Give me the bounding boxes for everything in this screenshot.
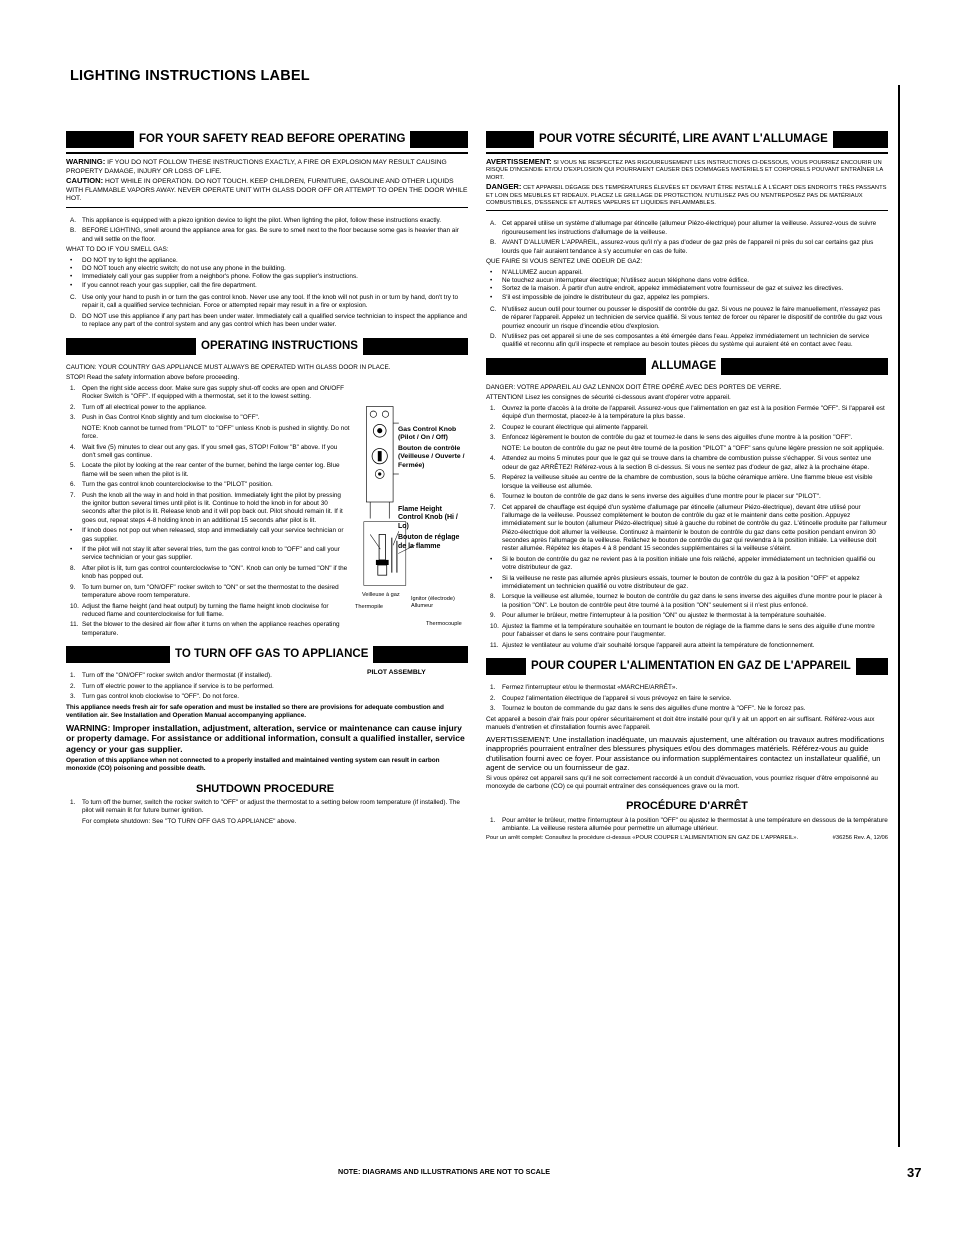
co-note-fr: Si vous opérez cet appareil sans qu'il ne soit correctement raccordé à un conduit d'évacuation, vous pourriez risquer d'être empoisonné au monoxyde de carbone (CO) ce qui pourrait entraîner des conséquences grave ou la mort. xyxy=(486,774,878,790)
thermopile-label: Thermopile xyxy=(355,604,383,610)
securite-list-2 xyxy=(486,306,888,350)
list-item: B. AVANT D'ALLUMER L'APPAREIL, assurez-vous qu'il n'y a pas d'odeur de gaz près de l'appareil ni près du sol car certains gaz plus lourds que l'air auraient tendance à s'y accumuler en cas de fuite. xyxy=(490,239,874,255)
arret-item: 1. Pour arrêter le brûleur, mettre l'interrupteur à la position "OFF" ou ajustez le thermostat à une température en dessous de la température ambiante. La veilleuse restera allumée pour permettre un allumage ultérieur. xyxy=(490,816,888,832)
list-item: 3. Turn gas control knob clockwise to "OFF". Do not force. xyxy=(70,693,240,701)
list-item: 2. Turn off all electrical power to the appliance. xyxy=(70,403,207,411)
operating-header-bar xyxy=(66,338,468,355)
securite-heading: POUR VOTRE SÉCURITÉ, LIRE AVANT L'ALLUMAGE xyxy=(534,131,833,148)
danger-block: DANGER: CET APPAREIL DÉGAGE DES TEMPÉRATURES ÉLEVÉES ET DEVRAIT ÊTRE INSTALLÉ À L'ÉCART DES ENDROITS TRÈS PASSANTS ET LOIN DES MEUBLES ET RIDEAUX. PLACEZ LE GRILLAGE DE PROTECTION. N'UTILISEZ PAS OU N'ENTREPOSEZ PAS DE MATÉRIAUX COMBUSTIBLES, D'ESSENCE ET AUTRES VAPEURS ET LIQUIDES INFLAMMABLES. xyxy=(486,182,887,207)
list-item: B. BEFORE LIGHTING, smell around the appliance area for gas. Be sure to smell next to the floor because some gas is heavier than air and will settle on the floor. xyxy=(70,227,459,243)
list-item: 7. Cet appareil de chauffage est équipé d'un système d'allumage par étincelle (allumeur Piézo-électrique), devant être utilisé pour l'allumage de la veilleuse. Poussez complètement le bouton de contrôle du gaz et le maintenir dans cette position. Appuyez immédiatement sur le bouton (allumeur Piézo-électrique) situé à gauche du robinet de contrôle du gaz. L'étincelle produite par l'allumeur Piézo-électrique doit allumer la veilleuse. Continuez à maintenir le bouton de contrôle du gaz dans cette position pendant environ 30 secondes après l'allumage de la veilleuse. Relâchez le bouton de contrôle du gaz qui reviendra à la position initiale. La veilleuse doit rester allumée. Répétez les étapes 4 à 8 pendant 15 secondes supplémentaires si la veilleuse s'éteint. xyxy=(490,503,888,553)
list-item: 3. Enfoncez légèrement le bouton de contrôle du gaz et tournez-le dans le sens des aiguilles d'une montre à la position "OFF". xyxy=(490,434,853,442)
list-item: 1. Turn off the "ON/OFF" rocker switch and/or thermostat (if installed). xyxy=(70,672,272,680)
pilot-assembly-label: PILOT ASSEMBLY xyxy=(367,669,426,676)
securite-list xyxy=(486,220,888,256)
list-item: NOTE: Knob cannot be turned from "PILOT" to "OFF" unless Knob is pushed in slightly. Do not force. xyxy=(82,424,350,440)
flame-height-knob-label: Flame Height Control Knob (Hi / Lo) xyxy=(398,506,458,530)
allumage-header-bar xyxy=(486,358,888,375)
list-item: A. Cet appareil utilise un système d'allumage par étincelle (allumeur Piézo-électrique) pour allumer la veilleuse. Assurez-vous de suivre rigoureusement les instructions d'allumage de la veilleuse. xyxy=(490,220,877,236)
list-item: 1. Fermez l'interrupteur et/ou le thermostat «MARCHE/ARRÊT». xyxy=(490,684,678,692)
list-item: 9. Pour allumer le brûleur, mettre l'interrupteur à la position "ON" ou ajustez le thermostat à la température souhaitée. xyxy=(490,612,827,620)
list-item: • If knob does not pop out when released, stop and immediately call your service technician or gas supplier. xyxy=(70,527,344,543)
list-item: 3. Push in Gas Control Knob slightly and turn clockwise to "OFF". xyxy=(70,414,260,422)
list-item: • Sortez de la maison. À partir d'un autre endroit, appelez immédiatement votre fournisseur de gaz et suivez les directives. xyxy=(490,285,844,293)
turnoff-heading: TO TURN OFF GAS TO APPLIANCE xyxy=(170,646,373,663)
arret-heading: PROCÉDURE D'ARRÊT xyxy=(626,800,748,813)
smell-heading: WHAT TO DO IF YOU SMELL GAS: xyxy=(66,246,169,254)
warning-block: WARNING: IF YOU DO NOT FOLLOW THESE INSTRUCTIONS EXACTLY, A FIRE OR EXPLOSION MAY RESULT CAUSING PROPERTY DAMAGE, INJURY OR LOSS OF LIFE. xyxy=(66,157,447,175)
french-column xyxy=(486,131,888,845)
list-item: C. Use only your hand to push in or turn the gas control knob. Never use any tool. If the knob will not push in or turn by hand, don't try to repair it, call a qualified service technician. Force or attempted repair may result in a fire or explosion. xyxy=(70,294,458,310)
safety-heading: FOR YOUR SAFETY READ BEFORE OPERATING xyxy=(134,131,410,148)
list-item: 7. Push the knob all the way in and hold in that position. Immediately light the pilot by pressing the ignitor button several times until pilot is lit. Continue to hold the knob in for about 30 seconds after the pilot is lit. Release knob and it will pop back out. Pilot should remain lit. If it goes out, repeat steps 4-8 holding knob in an additional 15 seconds after pilot is lit. xyxy=(70,491,343,524)
list-item: 4. Attendez au moins 5 minutes pour que le gaz qui se trouve dans la chambre de combustion puisse s'échapper. Si vous sentez une odeur de gaz ARRÊTEZ! Référez-vous à la section B ci-dessus. Si vous ne sentez pas d'odeur de gaz, allez à la prochaine étape. xyxy=(490,455,872,471)
list-item: • N'ALLUMEZ aucun appareil. xyxy=(490,268,583,276)
list-item: • Si la veilleuse ne reste pas allumée après plusieurs essais, tourner le bouton de contrôle du gaz à la position "OFF" et appelez immédiatement un technicien qualifié ou votre distributeur de gaz. xyxy=(490,574,860,590)
operating-list xyxy=(66,385,350,638)
list-item: D. DO NOT use this appliance if any part has been under water. Immediately call a qualified service technician to inspect the appliance and to replace any part of the control system and any gas control which has been under water. xyxy=(70,312,467,329)
complete-shutdown: For complete shutdown: See "TO TURN OFF GAS TO APPLIANCE" above. xyxy=(82,817,297,825)
list-item: 11. Set the blower to the desired air flow after it turns on when the appliance reaches operating temperature. xyxy=(70,621,340,637)
list-item: • DO NOT touch any electric switch; do not use any phone in the building. xyxy=(70,265,286,273)
air-note-fr: Cet appareil a besoin d'air frais pour opérer sécuritairement et doit être installé pour qu'il y ait un apport en air suffisant. Référez-vous aux manuels d'entretien et d'installation fournis avec l'appareil. xyxy=(486,715,875,732)
operating-caution: CAUTION: YOUR COUNTRY GAS APPLIANCE MUST ALWAYS BE OPERATED WITH GLASS DOOR IN PLACE. xyxy=(66,363,391,371)
couper-header-bar xyxy=(486,658,888,675)
shutdown-heading: SHUTDOWN PROCEDURE xyxy=(196,782,335,795)
list-item: 1. Open the right side access door. Make sure gas supply shut-off cocks are open and ON/OFF Rocker Switch is "OFF". If equipped with a thermostat, set it to the lowest setting. xyxy=(70,384,345,401)
list-item: 11. Ajustez le ventilateur au volume d'air souhaité lorsque l'appareil aura atteint la température de fonctionnement. xyxy=(490,641,815,649)
list-item: A. This appliance is equipped with a piezo ignition device to light the pilot. When lighting the pilot, follow these instructions exactly. xyxy=(70,216,442,224)
co-note: Operation of this appliance when not connected to a properly installed and maintained venting system can result in carbon monoxide (CO) poisoning and possible death. xyxy=(66,757,440,773)
list-item: 9. To turn burner on, turn "ON/OFF" rocker switch to "ON" or set the thermostat to the desired temperature above room temperature. xyxy=(70,583,339,600)
arret-complet: Pour un arrêt complet: Consultez la procédure ci-dessus «POUR COUPER L'ALIMENTATION EN GAZ DE L'APPAREIL». #36256 Rev. A, 12/06 xyxy=(486,835,888,842)
list-item: 8. Lorsque la veilleuse est allumée, tournez le bouton de contrôle du gaz dans le sens inverse des aiguilles d'une montre pour le placer à la position "ON". Le bouton de contrôle peut être tourné à la position "ON" seulement si il n'est plus enfoncé. xyxy=(490,593,882,609)
shutdown-item: 1. To turn off the burner, switch the rocker switch to "OFF" or adjust the thermostat to a setting below room temperature (if installed). The pilot will remain lit for future burner ignition. xyxy=(70,799,460,815)
list-item: 4. Wait five (5) minutes to clear out any gas. If you smell gas, STOP! Follow "B" above. If you don't smell gas continue. xyxy=(70,443,338,459)
couper-heading: POUR COUPER L'ALIMENTATION EN GAZ DE L'APPAREIL xyxy=(526,658,856,675)
list-item: • Ne touchez aucun interrupteur électrique; N'utilisez aucun téléphone dans votre édifice. xyxy=(490,276,750,284)
operating-stop: STOP! Read the safety information above before proceeding. xyxy=(66,374,240,382)
odeur-list xyxy=(486,269,888,302)
list-item: • If the pilot will not stay lit after several tries, turn the gas control knob to "OFF" and call your service technician or your gas supplier. xyxy=(70,546,340,562)
list-item: 2. Coupez l'alimentation électrique de l'appareil si vous prévoyez en faire le service. xyxy=(490,694,732,702)
list-item: 8. After pilot is lit, turn gas control counterclockwise to "ON". Knob can only be turned "ON" if the knob has popped out. xyxy=(70,564,348,581)
smell-list xyxy=(66,257,468,290)
list-item: 2. Coupez le courant électrique qui alimente l'appareil. xyxy=(490,423,649,431)
caution-block: CAUTION: HOT WHILE IN OPERATION. DO NOT TOUCH. KEEP CHILDREN, FURNITURE, GASOLINE AND OTHER LIQUIDS WITH FLAMMABLE VAPORS AWAY. NEVER OPERATE UNIT WITH GLASS DOOR OFF OR ATTEMPT TO OPEN THE DOOR WHILE HOT. xyxy=(66,176,468,203)
list-item: NOTE: Le bouton de contrôle du gaz ne peut être tourné de la position "PILOT" à "OFF" sans qu'une légère pression ne soit appliquée. xyxy=(502,444,884,452)
ignitor-label: Ignitor (électrode) Allumeur xyxy=(411,596,455,609)
big-warning-fr: AVERTISSEMENT: Une installation inadéquate, un mauvais ajustement, une altération ou travaux autres modifications inappropriés pourraient entraîner des blessures physiques et/ou des dommages matériels. Référez-vous au guide d'utilisation fourni avec ce foyer. Pour assistance ou information supplémentaires contactez un installateur qualifié, un agent de service ou un fournisseur de gaz. xyxy=(486,734,885,772)
bouton-reglage-label: Bouton de réglage de la flamme xyxy=(398,534,460,550)
list-item: • DO NOT try to light the appliance. xyxy=(70,256,178,264)
list-item: • S'il est impossible de joindre le distributeur du gaz, appelez les pompiers. xyxy=(490,293,710,301)
diagram-labels xyxy=(398,426,468,470)
list-item: 5. Repérez la veilleuse située au centre de la chambre de combustion, sous la bûche céramique arrière. Une flamme bleue est visible lorsque la veilleuse est allumée. xyxy=(490,474,873,490)
safety-header-bar xyxy=(66,131,468,148)
list-item: 1. Ouvrez la porte d'accès à la droite de l'appareil. Assurez-vous que l'alimentation en gaz est à la position Fermée "OFF". Si l'appareil est équipé d'un thermostat, placez-le à la température la plus basse. xyxy=(490,405,885,421)
thermocouple-label: Thermocouple xyxy=(426,621,462,627)
allumage-heading: ALLUMAGE xyxy=(646,358,721,375)
diagram-labels-2 xyxy=(398,506,468,551)
list-item: 5. Locate the pilot by looking at the rear center of the burner, behind the large center log. Blue flame will be seen when the pilot is lit. xyxy=(70,462,340,478)
page-edge-rule xyxy=(898,85,900,1147)
safety-list xyxy=(66,217,468,244)
revision-code: #36256 Rev. A, 12/06 xyxy=(832,835,888,842)
gas-control-knob-label: Gas Control Knob (Pilot / On / Off) xyxy=(398,426,457,442)
odeur-heading: QUE FAIRE SI VOUS SENTEZ UNE ODEUR DE GAZ: xyxy=(486,258,643,266)
veilleuse-label: Veilleuse à gaz xyxy=(362,592,400,598)
list-item: • Si le bouton de contrôle du gaz ne revient pas à la position initiale une fois relâché, appeler immédiatement un technicien qualifié ou votre distributeur de gaz. xyxy=(490,555,876,572)
page-number: 37 xyxy=(907,1165,922,1180)
avertissement-block: AVERTISSEMENT: SI VOUS NE RESPECTEZ PAS RIGOUREUSEMENT LES INSTRUCTIONS CI-DESSOUS, VOUS POURRIEZ ENCOURIR UN RISQUE D'INCENDIE ET/OU D'EXPLOSION QUI POURRAIENT CAUSER DES DOMMAGES MATÉRIELS ET CORPORELS POUVANT ENTRAÎNER LA MORT. xyxy=(486,157,883,181)
bouton-controle-label: Bouton de contrôle (Veilleuse / Ouverte / Fermée) xyxy=(398,445,465,469)
big-warning: WARNING: Improper installation, adjustment, alteration, service or maintenance can cause injury or property damage. For assistance or additional information, consult a qualified installer, service agency or your gas supplier. xyxy=(66,722,465,755)
list-item: 10. Ajustez la flamme et la température souhaitée en tournant le bouton de réglage de la flamme dans le sens des aiguille d'une montre pour l'abaisser et dans le sens contraire pour l'augmenter. xyxy=(490,622,875,639)
list-item: 2. Turn off electric power to the appliance if service is to be performed. xyxy=(70,682,274,690)
list-item: 6. Tournez le bouton de contrôle de gaz dans le sens inverse des aiguilles d'une montre pour le placer sur "PILOT". xyxy=(490,493,821,501)
list-item: D. N'utilisez pas cet appareil si une de ses composantes a été émergée dans l'eau. Appelez immédiatement un technicien de service qualifié et reconnu afin qu'il inspecte et remplace au besoin toutes pièces du système qui auraient été en contact avec l'eau. xyxy=(490,333,870,349)
page-title: LIGHTING INSTRUCTIONS LABEL xyxy=(70,68,310,84)
list-item: 10. Adjust the flame height (and heat output) by turning the flame height knob clockwise for reduced flame and counterclockwise for full flame. xyxy=(70,602,329,618)
operating-heading: OPERATING INSTRUCTIONS xyxy=(196,338,363,355)
footer-note: NOTE: DIAGRAMS AND ILLUSTRATIONS ARE NOT TO SCALE xyxy=(338,1167,551,1176)
allumage-list xyxy=(486,405,888,650)
list-item: • Immediately call your gas supplier from a neighbor's phone. Follow the gas supplier's instructions. xyxy=(70,273,358,281)
list-item: • If you cannot reach your gas supplier, call the fire department. xyxy=(70,281,257,289)
list-item: 3. Tournez le bouton de commande du gaz dans le sens des aiguilles d'une montre à "OFF". Ne le forcez pas. xyxy=(490,705,806,713)
safety-list-2 xyxy=(66,294,468,330)
air-note: This appliance needs fresh air for safe operation and must be installed so there are provisions for adequate combustion and ventilation air. See Installation and Operation Manual accompanying appliance. xyxy=(66,703,444,720)
securite-header-bar xyxy=(486,131,888,148)
list-item: C. N'utilisez aucun outil pour tourner ou pousser le dispositif de contrôle du gaz. Si vous ne pouvez le faire manuellement, n'essayez pas de réparer l'appareil. Appelez un technicien de service qualifié. Si vous tentez de forcer ou réparer le dispositif de contrôle du gaz vous pourriez encourir un risque d'incendie et/ou d'explosion. xyxy=(490,305,883,330)
allumage-attention: ATTENTION! Lisez les consignes de sécurité ci-dessous avant d'opérer votre appareil. xyxy=(486,394,731,402)
couper-list xyxy=(486,684,888,713)
list-item: 6. Turn the gas control knob counterclockwise to the "PILOT" position. xyxy=(70,481,273,489)
allumage-danger: DANGER: VOTRE APPAREIL AU GAZ LENNOX DOIT ÊTRE OPÉRÉ AVEC DES PORTES DE VERRE. xyxy=(486,383,782,391)
